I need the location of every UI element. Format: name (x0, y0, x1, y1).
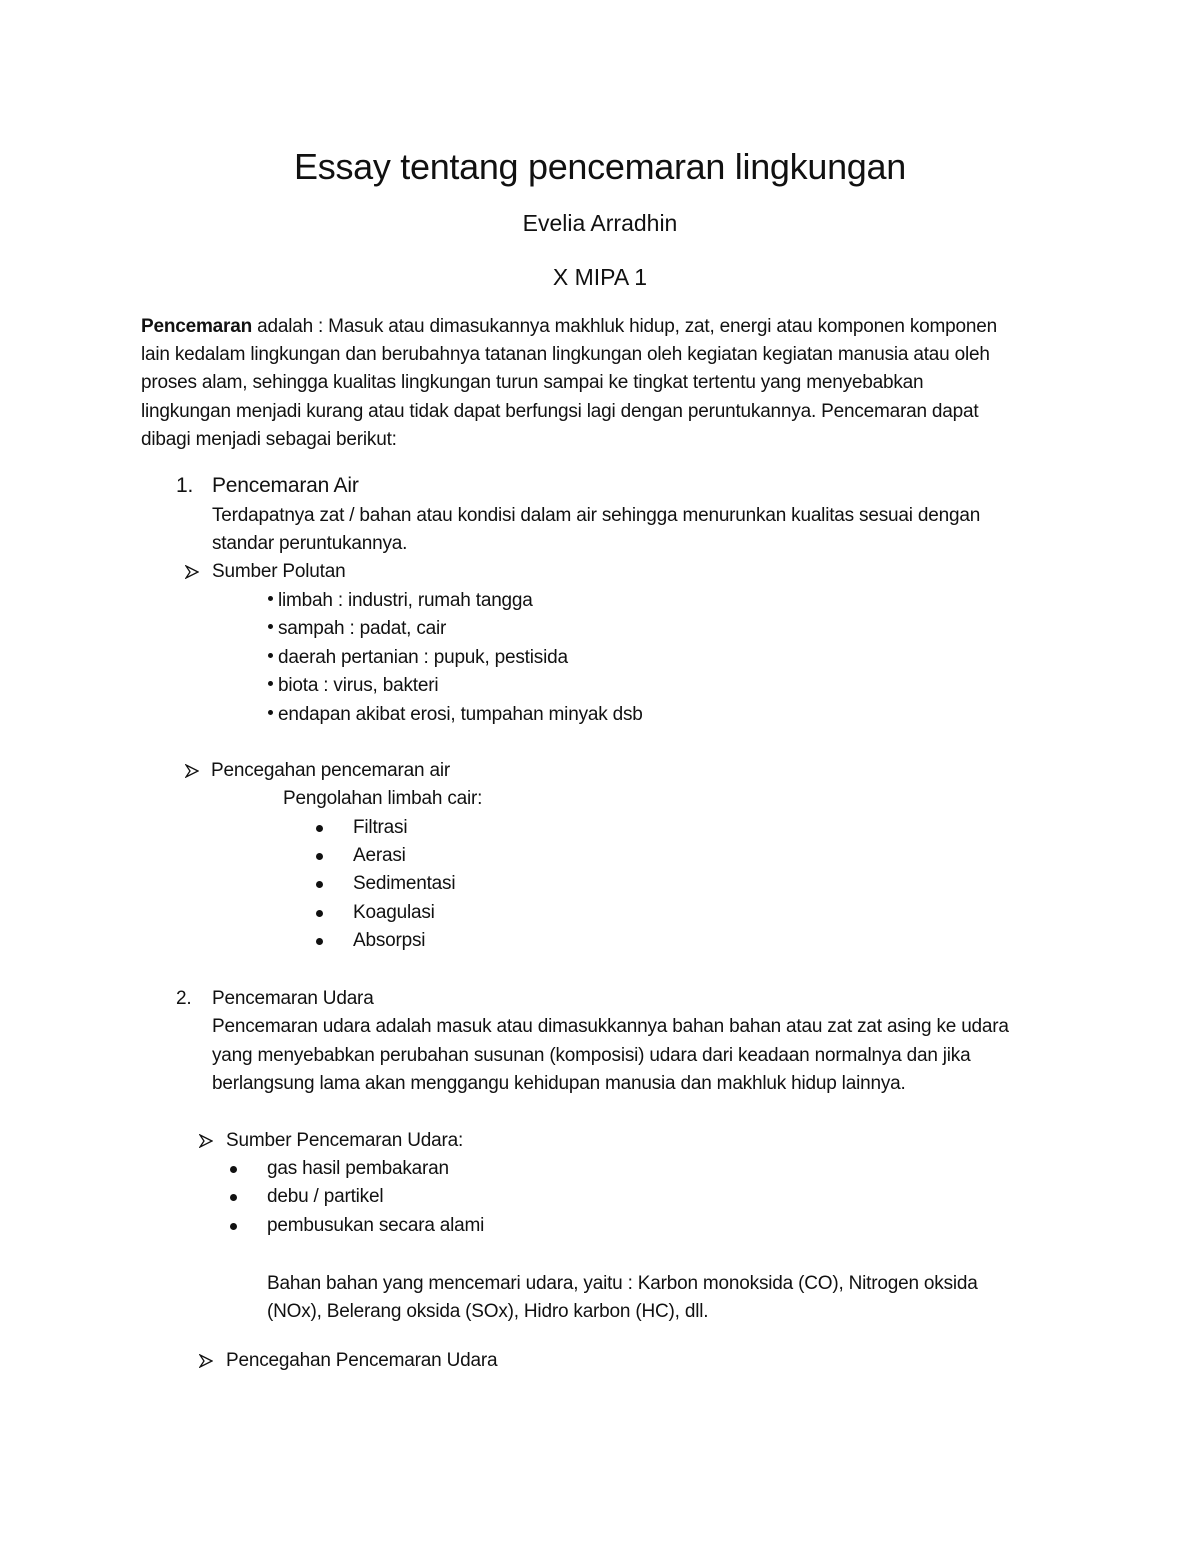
source-item: biota : virus, bakteri (268, 672, 438, 700)
prevention-item: Filtrasi (353, 817, 408, 838)
intro-term: Pencemaran (141, 316, 253, 337)
section2-desc-2: yang menyebabkan perubahan susunan (komposisi) udara dari keadaan normalnya dan jika (212, 1045, 971, 1066)
source-item: endapan akibat erosi, tumpahan minyak dsb (268, 701, 643, 729)
section2-prevention-heading: Pencegahan Pencemaran Udara (226, 1350, 498, 1371)
prevention-item: Sedimentasi (353, 873, 456, 894)
document-title: Essay tentang pencemaran lingkungan (294, 146, 906, 187)
section2-desc-3: berlangsung lama akan menggangu kehidupan manusia dan makhluk hidup lainnya. (212, 1073, 906, 1094)
section1-number: 1. (176, 474, 194, 497)
bullet-icon (230, 1166, 237, 1173)
arrow-bullet-icon (185, 565, 199, 579)
source-item: daerah pertanian : pupuk, pestisida (268, 644, 568, 672)
prevention-item: Aerasi (353, 845, 406, 866)
prevention-item: Absorpsi (353, 930, 426, 951)
arrow-bullet-icon (185, 764, 199, 778)
arrow-bullet-icon (199, 1134, 213, 1148)
bullet-icon (316, 938, 323, 945)
author-name: Evelia Arradhin (522, 210, 678, 236)
intro-line-3: proses alam, sehingga kualitas lingkungan turun sampai ke tingkat tertentu yang menyebabkan (141, 372, 924, 393)
air-source-item: gas hasil pembakaran (267, 1158, 449, 1179)
bullet-icon (268, 596, 273, 601)
bullet-icon (268, 710, 273, 715)
bullet-icon (316, 881, 323, 888)
intro-line-1: Pencemaran adalah : Masuk atau dimasukannya makhluk hidup, zat, energi atau komponen komponen (141, 316, 997, 337)
bullet-icon (230, 1223, 237, 1230)
section1-prevention-heading: Pencegahan pencemaran air (211, 760, 451, 781)
section1-heading: Pencemaran Air (212, 474, 359, 497)
section2-heading: Pencemaran Udara (212, 988, 374, 1009)
class-label: X MIPA 1 (552, 264, 648, 290)
section1-desc-2: standar peruntukannya. (212, 533, 408, 554)
bullet-icon (316, 853, 323, 860)
bullet-icon (230, 1194, 237, 1201)
section2-sources-heading: Sumber Pencemaran Udara: (226, 1130, 464, 1151)
bullet-icon (316, 910, 323, 917)
bullet-icon (268, 653, 273, 658)
source-item: sampah : padat, cair (268, 615, 446, 643)
source-item: limbah : industri, rumah tangga (268, 587, 533, 615)
materials-line-1: Bahan bahan yang mencemari udara, yaitu : Karbon monoksida (CO), Nitrogen oksida (267, 1273, 978, 1294)
prevention-item: Koagulasi (353, 902, 435, 923)
section1-sources-heading: Sumber Polutan (212, 561, 346, 582)
intro-line-4: lingkungan menjadi kurang atau tidak dapat berfungsi lagi dengan peruntukannya. Pencemaran dapat (141, 401, 979, 422)
bullet-icon (268, 624, 273, 629)
air-source-item: debu / partikel (267, 1186, 384, 1207)
intro-line-5: dibagi menjadi sebagai berikut: (141, 429, 397, 450)
bullet-icon (316, 825, 323, 832)
materials-line-2: (NOx), Belerang oksida (SOx), Hidro karbon (HC), dll. (267, 1301, 709, 1322)
section2-number: 2. (176, 988, 192, 1009)
section2-desc-1: Pencemaran udara adalah masuk atau dimasukkannya bahan bahan atau zat zat asing ke udara (212, 1016, 1009, 1037)
bullet-icon (268, 681, 273, 686)
arrow-bullet-icon (199, 1354, 213, 1368)
section1-desc-1: Terdapatnya zat / bahan atau kondisi dalam air sehingga menurunkan kualitas sesuai dengan (212, 505, 981, 526)
section1-prevention-sub: Pengolahan limbah cair: (283, 788, 483, 809)
air-source-item: pembusukan secara alami (267, 1215, 485, 1236)
intro-line-2: lain kedalam lingkungan dan berubahnya tatanan lingkungan oleh kegiatan kegiatan manusia atau oleh (141, 344, 990, 365)
